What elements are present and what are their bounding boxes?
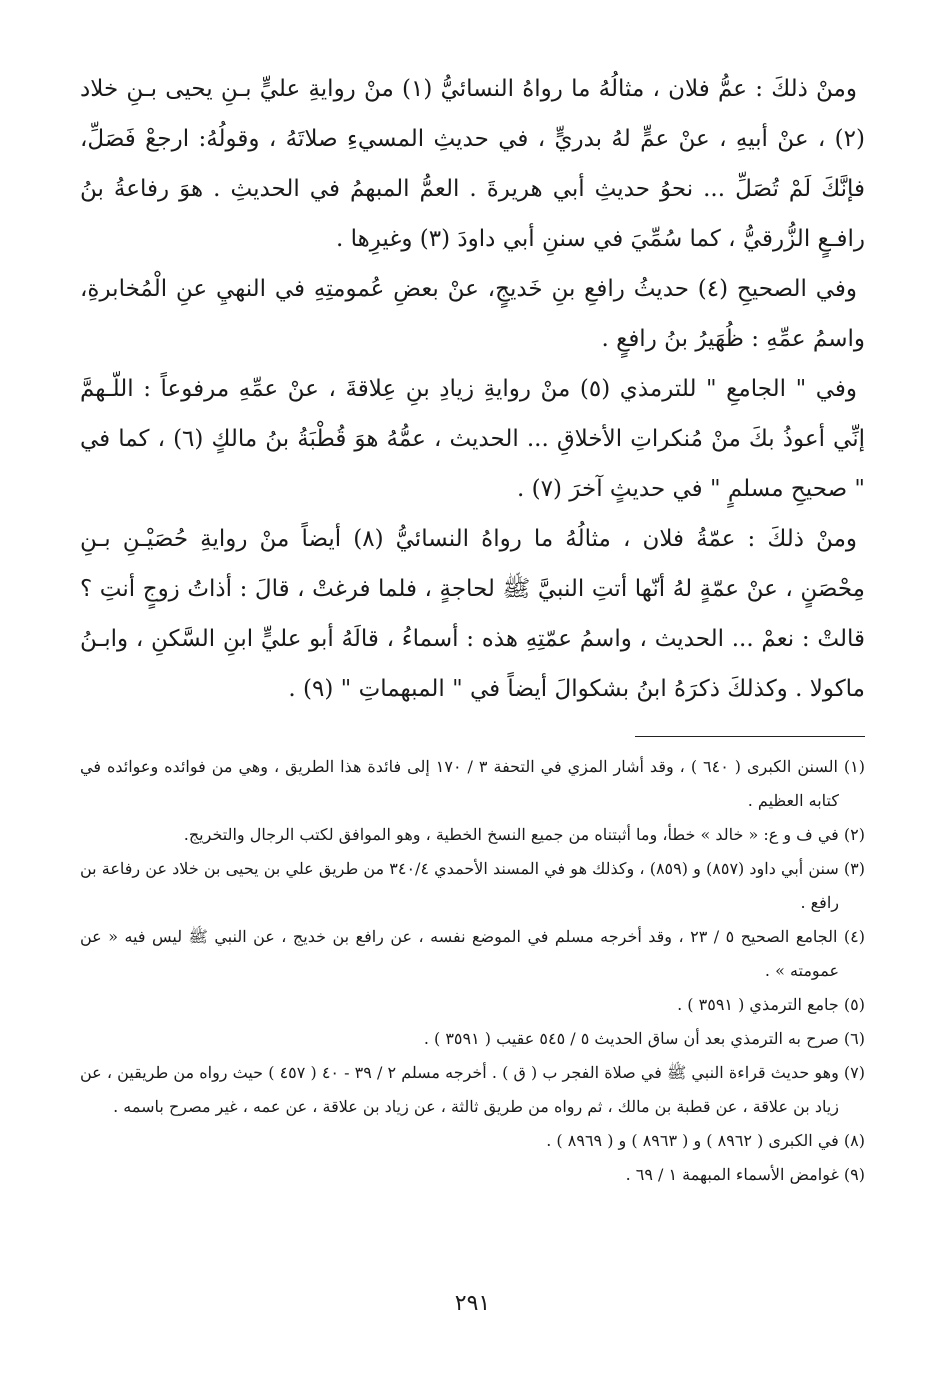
paragraph-1: ومنْ ذلكَ : عمُّ فلان ، مثالُهُ ما رواهُ النسائيُّ (١) منْ روايةِ عليٍّ بـنِ يحيى بـنِ خلاد (٢) ، عنْ أبيهِ ، عنْ عمٍّ لهُ بدريٍّ ، في حديثِ المسيءِ صلاتَهُ ، وقولُهُ: ارجعْ فَصَلِّ، فإنَّكَ لَمْ تُصَلِّ ... نحوُ حديثِ أبي هريرةَ . العمُّ المبهمُ في الحديثِ . هوَ رفاعةُ بنُ رافـعٍ الزُّرقيُّ ، كما سُمِّيَ في سننِ أبي داودَ (٣) وغيرِها . xyxy=(80,76,865,252)
paragraph-2: وفي الصحيحِ (٤) حديثُ رافعِ بنِ خَديجٍ، عنْ بعضِ عُمومتِهِ في النهيِ عنِ الْمُخابرةِ، واسمُ عمِّهِ : ظُهَيرُ بنُ رافعٍ . xyxy=(80,276,865,352)
footnote-6: (٦) صرح به الترمذي بعد أن ساق الحديث ٥ / ٥٤٥ عقيب ( ٣٥٩١ ) . xyxy=(423,1029,865,1048)
footnote-3: (٣) سنن أبي داود (٨٥٧) و (٨٥٩) ، وكذلك هو في المسند الأحمدي ٣٤٠/٤ من طريق علي بن يحيى بن خلاد عن رفاعة بن رافع . xyxy=(80,859,866,912)
footnote-5: (٥) جامع الترمذي ( ٣٥٩١ ) . xyxy=(677,995,865,1014)
footnote-2: (٢) في ف و ع: « خالد » خطأ، وما أثبتناه من جميع النسخ الخطية ، وهو الموافق لكتب الرجال والتخريج. xyxy=(183,825,865,844)
footnote-9: (٩) غوامض الأسماء المبهمة ١ / ٦٩ . xyxy=(625,1165,865,1184)
footnotes xyxy=(80,750,865,1192)
book-page xyxy=(80,64,865,1334)
paragraph-4: ومنْ ذلكَ : عمّةُ فلان ، مثالُهُ ما رواهُ النسائيُّ (٨) أيضاً منْ روايةِ حُصَيْـنِ بـنِ مِحْصَنٍ ، عنْ عمّةٍ لهُ أنّها أتتِ النبيَّ ﷺ لحاجةٍ ، فلما فرغتْ ، قالَ : أذاتُ زوجٍ أنتِ ؟ قالتْ : نعمْ ... الحديث ، واسمُ عمّتِهِ هذه : أسماءُ ، قالَهُ أبو عليٍّ ابنِ السَّكنِ ، وابـنُ ماكولا . وكذلكَ ذكرَهُ ابنُ بشكوالَ أيضاً في " المبهماتِ " (٩) . xyxy=(80,526,865,702)
footnote-1: (١) السنن الكبرى ( ٦٤٠ ) ، وقد أشار المزي في التحفة ٣ / ١٧٠ إلى فائدة هذا الطريق ، وهي من فوائده وعوائده في كتابه العظيم . xyxy=(80,757,866,810)
footnote-4: (٤) الجامع الصحيح ٥ / ٢٣ ، وقد أخرجه مسلم في الموضع نفسه ، عن رافع بن خديج ، عن النبي ﷺ ليس فيه « عن عمومته » . xyxy=(80,927,866,980)
main-text xyxy=(80,64,865,714)
footnote-separator xyxy=(635,736,865,737)
page-number: ٢٩١ xyxy=(454,1291,491,1316)
footnote-7: (٧) وهو حديث قراءة النبي ﷺ في صلاة الفجر ب ( ق ) . أخرجه مسلم ٢ / ٣٩ - ٤٠ ( ٤٥٧ ) حيث رواه من طريقين ، عن زياد بن علاقة ، عن قطبة بن مالك ، ثم رواه من طريق ثالثة ، عن زياد بن علاقة ، عن عمه ، غير مصرح باسمه . xyxy=(80,1063,866,1116)
footnote-8: (٨) في الكبرى ( ٨٩٦٢ ) و ( ٨٩٦٣ ) و ( ٨٩٦٩ ) . xyxy=(546,1131,865,1150)
paragraph-3: وفي " الجامعِ " للترمذي (٥) منْ روايةِ زيادِ بنِ عِلاقةَ ، عنْ عمِّهِ مرفوعاً : اللّـهمَّ إنِّي أعوذُ بكَ منْ مُنكراتِ الأخلاقِ ... الحديث ، عمُّهُ هوَ قُطْبَةُ بنُ مالكٍ (٦) ، كما في " صحيحِ مسلمٍ " في حديثٍ آخرَ (٧) . xyxy=(80,376,865,502)
